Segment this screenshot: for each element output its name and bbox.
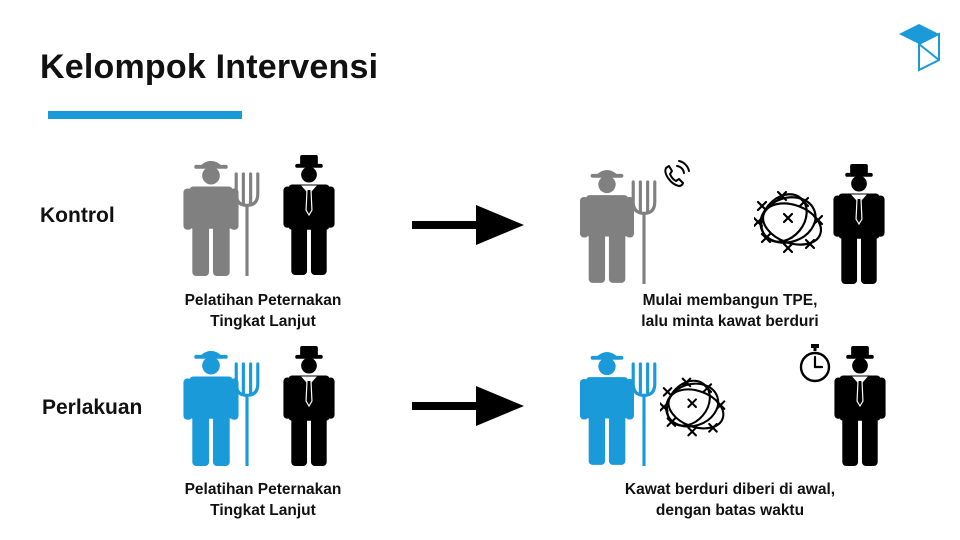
pitchfork-icon <box>233 362 261 466</box>
farmer-icon <box>183 346 239 466</box>
caption-line: Mulai membangun TPE, <box>642 292 818 309</box>
logo-icon <box>897 22 941 72</box>
after-caption-perlakuan <box>570 479 890 521</box>
row-label-perlakuan: Perlakuan <box>42 396 143 419</box>
row-label-kontrol: Kontrol <box>40 204 115 227</box>
pitchfork-icon <box>630 180 658 284</box>
caption-line: Tingkat Lanjut <box>210 313 316 330</box>
barbed-wire-icon <box>754 190 828 254</box>
arrow-icon <box>412 205 524 245</box>
farmer-icon <box>580 165 634 283</box>
caption-line: lalu minta kawat berduri <box>641 313 819 330</box>
pitchfork-icon <box>630 362 658 466</box>
caption-line: Kawat berduri diberi di awal, <box>624 481 836 498</box>
official-icon <box>834 346 886 466</box>
farmer-icon <box>580 347 634 465</box>
caption-line: Tingkat Lanjut <box>210 502 316 519</box>
stopwatch-icon <box>798 344 832 384</box>
slide-title: Kelompok Intervensi <box>40 48 379 86</box>
barbed-wire-icon <box>660 376 730 438</box>
farmer-icon <box>183 156 239 276</box>
after-caption-kontrol <box>570 290 890 332</box>
official-icon <box>283 346 335 466</box>
official-icon <box>283 155 335 275</box>
caption-line: dengan batas waktu <box>655 502 805 519</box>
phone-icon <box>660 160 690 190</box>
official-icon <box>833 164 885 284</box>
title-underline <box>48 111 242 119</box>
pitchfork-icon <box>233 172 261 276</box>
arrow-icon <box>412 386 524 426</box>
before-caption-perlakuan <box>103 479 423 521</box>
caption-line: Pelatihan Peternakan <box>184 481 342 498</box>
before-caption-kontrol <box>103 290 423 332</box>
caption-line: Pelatihan Peternakan <box>184 292 342 309</box>
